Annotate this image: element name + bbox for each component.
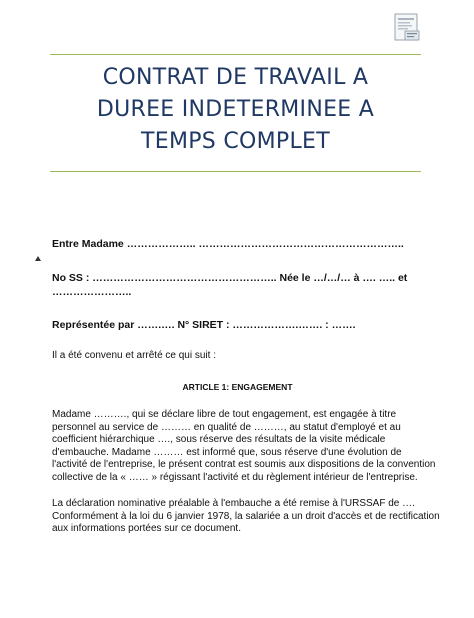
title-line-3: TEMPS COMPLET [141, 129, 330, 154]
paragraph-line: coefficient hiérarchique …., sous réserve des résultats de la visite médicale [52, 434, 386, 445]
paragraph-line: La déclaration nominative préalable à l'embauche a été remise à l'URSSAF de …. [52, 498, 415, 509]
title-line-2: DUREE INDETERMINEE A [96, 97, 375, 122]
intro-text: Il a été convenu et arrêté ce qui suit : [52, 350, 216, 361]
title-top-rule [50, 54, 421, 55]
paragraph-line: d'embauche. Madame ……… est informé que, sous réserve d'une évolution de [52, 446, 402, 458]
article-heading: ARTICLE 1: ENGAGEMENT [182, 382, 293, 392]
paragraph-line: aux informations portées sur ce document. [52, 523, 241, 534]
paragraph-line: collective de la « …… » régissant l'activité et du règlement intérieur de l'entreprise. [52, 471, 418, 483]
paragraph-line: l'activité de l'entreprise, le présent contrat est soumis aux dispositions de la convention [52, 459, 436, 470]
document-icon [392, 12, 422, 42]
title-bottom-rule [50, 171, 421, 172]
document-title [50, 62, 421, 158]
title-line-1: CONTRAT DE TRAVAIL A [102, 65, 369, 90]
paragraph-line: personnel au service de ……… en qualité de ………, au statut d'employé et au [52, 421, 401, 433]
social-security-field-continued: ………………….. [52, 286, 132, 298]
text-cursor-marker-icon [35, 256, 41, 261]
paragraph-line: Madame ………., qui se déclare libre de tout engagement, est engagée à titre [52, 409, 397, 420]
declaration-paragraph [52, 498, 440, 536]
party-name-field: Entre Madame ……………….. ………………………………………………….. [52, 238, 404, 250]
representative-siret-field: Représentée par …….…. N° SIRET : ……………….……. : ……. [52, 319, 356, 331]
engagement-paragraph [52, 409, 436, 484]
social-security-field: No SS : …………………………………………….. Née le …/…/… à …. ….. et [52, 272, 408, 284]
paragraph-line: Conformément à la loi du 6 janvier 1978, la salariée a un droit d'accès et de rectification [52, 510, 440, 522]
